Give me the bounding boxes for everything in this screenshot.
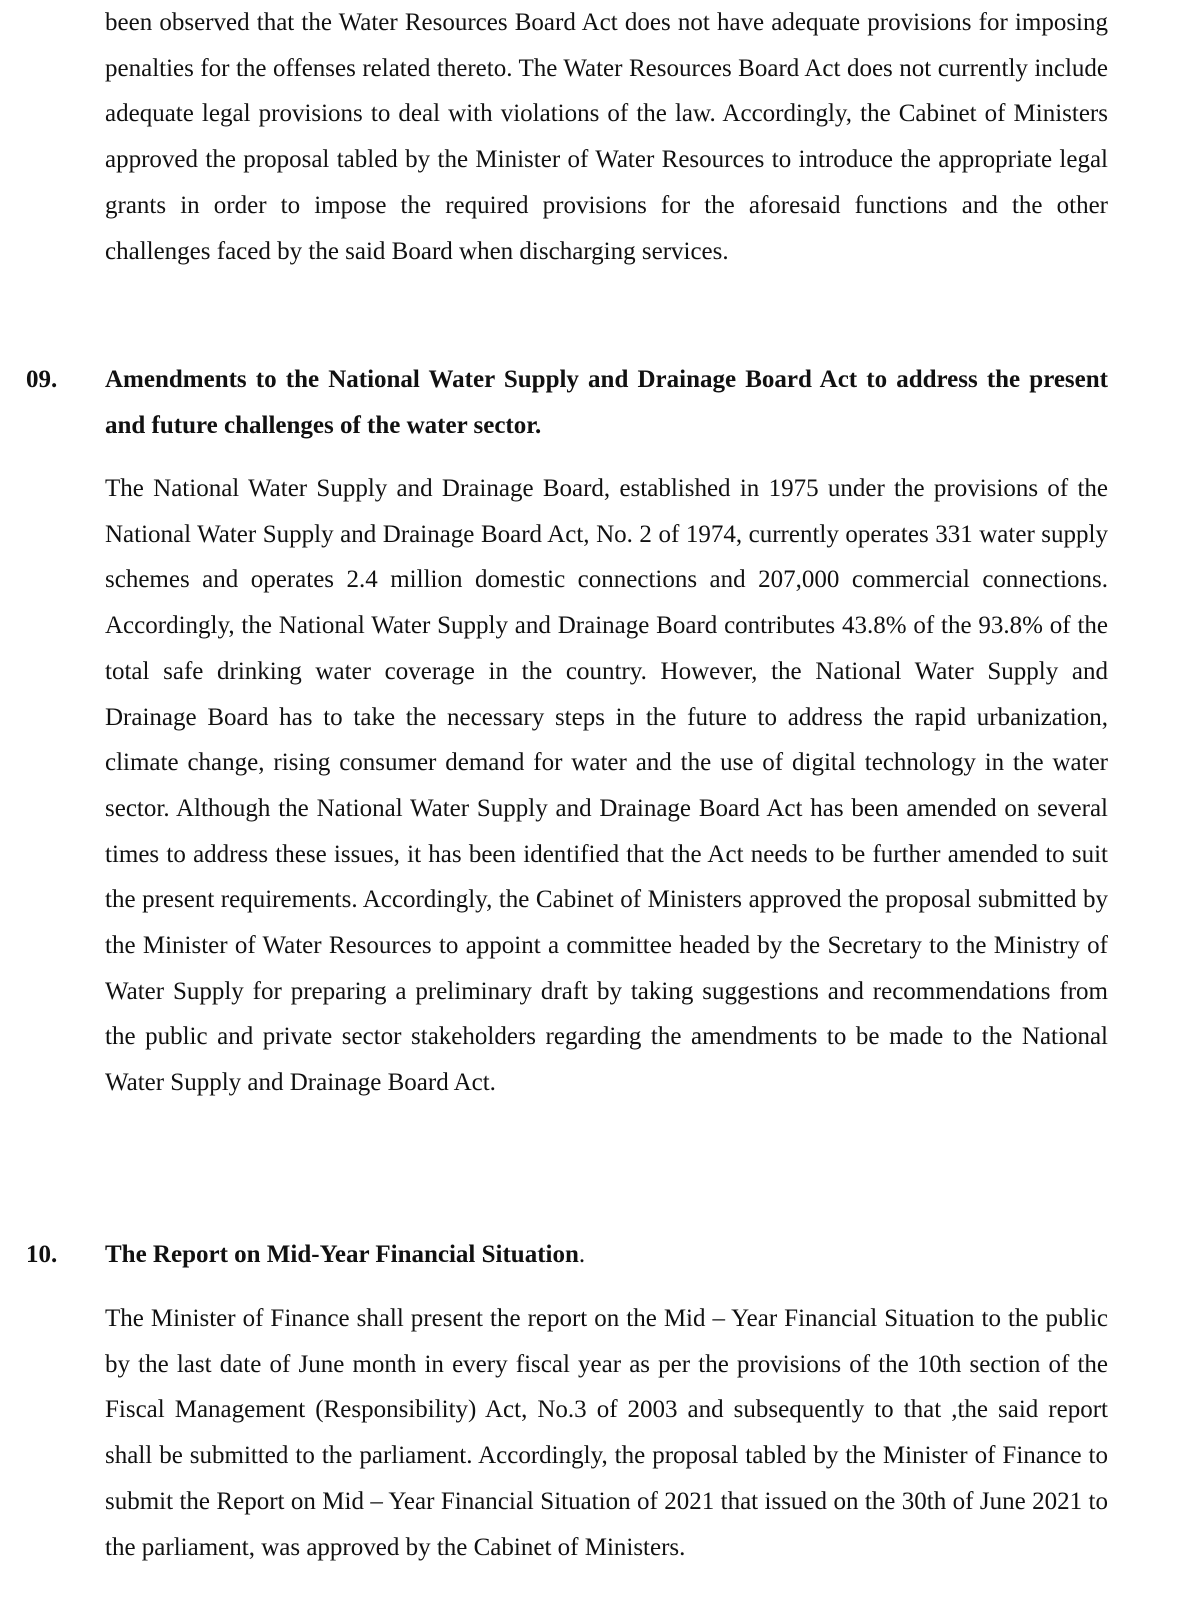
section-body-10: The Minister of Finance shall present the report on the Mid – Year Financial Situation to the public by the last date of June month in every fiscal year as per the provisions of the 10th section of the Fiscal Management (Responsibility) Act, No.3 of 2003 and subsequently to that ,the said report shall be submitted to the parliament. Accordingly, the proposal tabled by the Minister of Finance to submit the Report on Mid – Year Financial Situation of 2021 that issued on the 30th of June 2021 to the parliament, was approved by the Cabinet of Ministers. [105,1305,1108,1561]
section-heading-10 [105,1232,1108,1278]
section-heading-10-text: The Report on Mid-Year Financial Situation [105,1241,579,1268]
section-body-09: The National Water Supply and Drainage Board, established in 1975 under the provisions of the National Water Supply and Drainage Board Act, No. 2 of 1974, currently operates 331 water supply schemes and operates 2.4 million domestic connections and 207,000 commercial connections. Accordingly, the National Water Supply and Drainage Board contributes 43.8% of the 93.8% of the total safe drinking water coverage in the country. However, the National Water Supply and Drainage Board has to take the necessary steps in the future to address the rapid urbanization, climate change, rising consumer demand for water and the use of digital technology in the water sector. Although the National Water Supply and Drainage Board Act has been amended on several times to address these issues, it has been identified that the Act needs to be further amended to suit the present requirements. Accordingly, the Cabinet of Ministers approved the proposal submitted by the Minister of Water Resources to appoint a committee headed by the Secretary to the Ministry of Water Supply for preparing a preliminary draft by taking suggestions and recommendations from the public and private sector stakeholders regarding the amendments to be made to the National Water Supply and Drainage Board Act. [105,475,1108,1097]
section-number-10: 10. [26,1241,58,1268]
section-heading-09: Amendments to the National Water Supply and Drainage Board Act to address the present and future challenges of the water sector. [105,366,1108,439]
continuation-paragraph: been observed that the Water Resources Board Act does not have adequate provisions for imposing penalties for the offenses related thereto. The Water Resources Board Act does not currently include adequate legal provisions to deal with violations of the law. Accordingly, the Cabinet of Ministers approved the proposal tabled by the Minister of Water Resources to introduce the appropriate legal grants in order to impose the required provisions for the aforesaid functions and the other challenges faced by the said Board when discharging services. [105,9,1108,265]
section-heading-10-period: . [578,1241,586,1268]
section-number-09: 09. [26,366,58,393]
